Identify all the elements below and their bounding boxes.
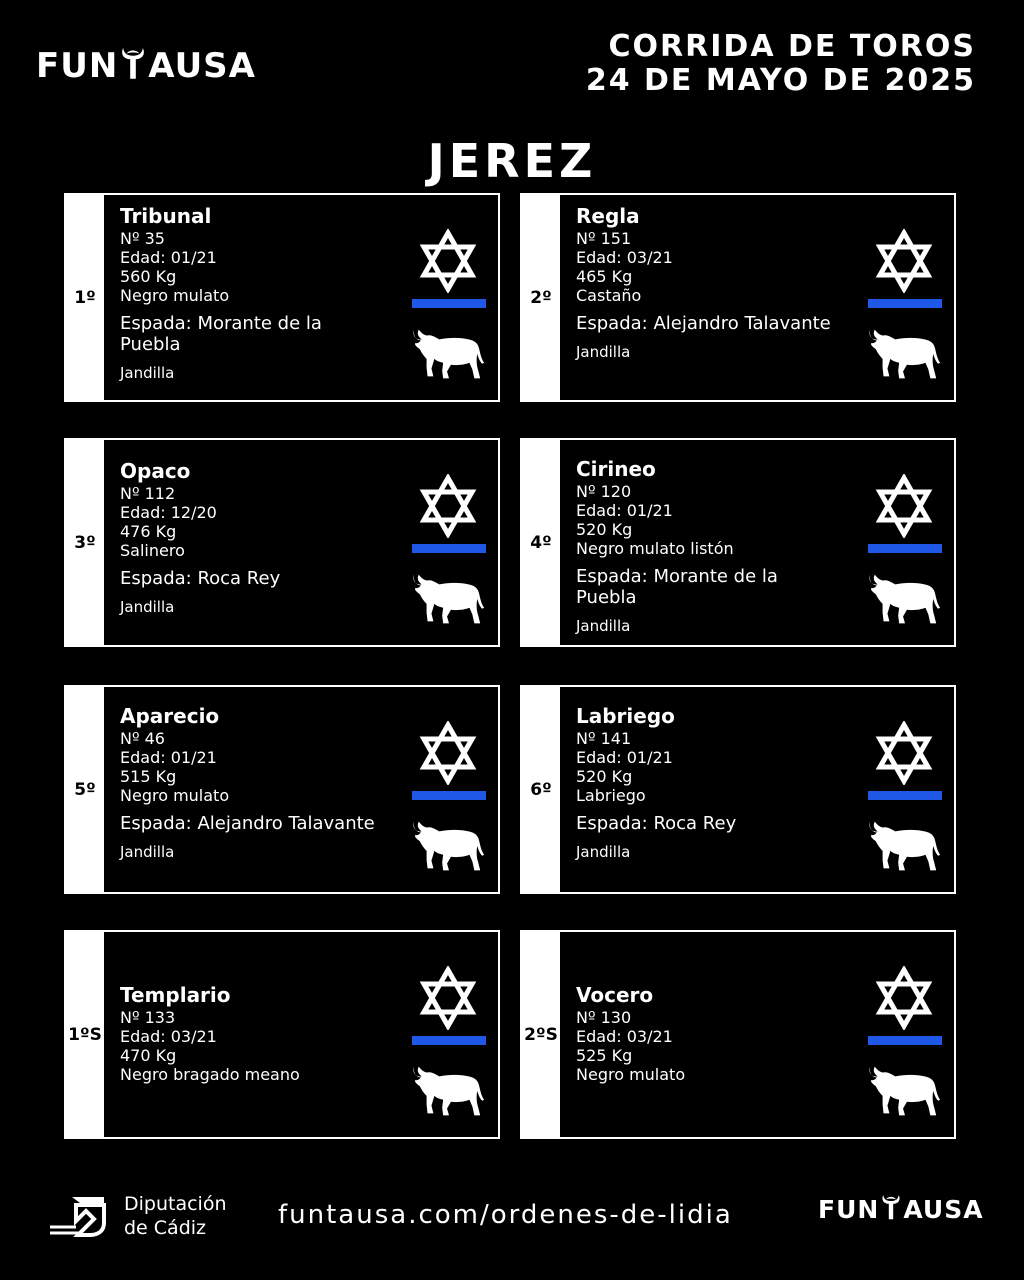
- blue-stripe: [868, 1036, 942, 1045]
- ranch: Jandilla: [120, 364, 175, 382]
- star-of-david-icon: [872, 721, 936, 785]
- diputacion-line2: de Cádiz: [124, 1217, 207, 1239]
- bull-name: Opaco: [120, 459, 191, 483]
- bull-coat: Negro mulato: [576, 1065, 686, 1084]
- bull-weight: 476 Kg: [120, 522, 177, 541]
- star-of-david-icon: [416, 229, 480, 293]
- footer-logo-text-left: FUN: [818, 1195, 880, 1224]
- funtausa-logo: [36, 36, 256, 86]
- bull-card: [520, 930, 956, 1139]
- star-of-david-icon: [416, 474, 480, 538]
- star-of-david-icon: [416, 966, 480, 1030]
- matador: Espada: Morante de la Puebla: [120, 313, 322, 355]
- bull-icon: [866, 323, 944, 385]
- bull-name: Labriego: [576, 704, 675, 728]
- card-order: 1º: [66, 195, 104, 400]
- bull-weight: 520 Kg: [576, 520, 633, 539]
- bull-icon: [410, 568, 488, 630]
- website-url[interactable]: funtausa.com/ordenes-de-lidia: [278, 1200, 733, 1230]
- bull-card: [520, 438, 956, 647]
- bull-coat: Castaño: [576, 286, 642, 305]
- bull-number: Nº 151: [576, 229, 632, 248]
- blue-stripe: [412, 544, 486, 553]
- card-order: 1ºS: [66, 932, 104, 1137]
- bull-name: Aparecio: [120, 704, 220, 728]
- diputacion-emblem-icon: [48, 1193, 114, 1239]
- star-of-david-icon: [416, 721, 480, 785]
- bull-weight: 560 Kg: [120, 267, 177, 286]
- bull-coat: Negro bragado meano: [120, 1065, 300, 1084]
- bull-coat: Negro mulato: [120, 786, 230, 805]
- ranch: Jandilla: [576, 343, 631, 361]
- logo-text-left: FUN: [36, 46, 119, 86]
- logo-text-right: AUSA: [148, 46, 256, 86]
- blue-stripe: [412, 299, 486, 308]
- bull-coat: Negro mulato listón: [576, 539, 734, 558]
- bull-name: Regla: [576, 204, 640, 228]
- bull-name: Cirineo: [576, 457, 656, 481]
- city-title: JEREZ: [427, 134, 597, 188]
- bull-age: Edad: 01/21: [576, 748, 673, 767]
- bull-weight: 470 Kg: [120, 1046, 177, 1065]
- blue-stripe: [868, 299, 942, 308]
- bull-number: Nº 112: [120, 484, 176, 503]
- bull-number: Nº 141: [576, 729, 632, 748]
- bull-card: [520, 193, 956, 402]
- bull-weight: 525 Kg: [576, 1046, 633, 1065]
- card-order: 2ºS: [522, 932, 560, 1137]
- matador: Espada: Morante de la Puebla: [576, 566, 778, 608]
- ranch: Jandilla: [576, 617, 631, 635]
- card-order: 3º: [66, 440, 104, 645]
- event-title: [586, 30, 976, 98]
- bull-icon: [866, 568, 944, 630]
- bull-icon: [410, 815, 488, 877]
- bull-number: Nº 130: [576, 1008, 632, 1027]
- funtausa-logo-footer: [818, 1186, 984, 1224]
- bull-age: Edad: 12/20: [120, 503, 217, 522]
- event-title-line1: CORRIDA DE TOROS: [608, 29, 976, 64]
- bull-card: [64, 685, 500, 894]
- matador: Espada: Roca Rey: [120, 568, 281, 589]
- star-of-david-icon: [872, 966, 936, 1030]
- bull-age: Edad: 03/21: [120, 1027, 217, 1046]
- bull-age: Edad: 03/21: [576, 248, 673, 267]
- bull-age: Edad: 01/21: [120, 748, 217, 767]
- bull-name: Tribunal: [120, 204, 212, 228]
- bull-coat: Negro mulato: [120, 286, 230, 305]
- bull-head-icon: [119, 36, 147, 88]
- bull-age: Edad: 01/21: [120, 248, 217, 267]
- bull-icon: [866, 815, 944, 877]
- bull-card: [64, 193, 500, 402]
- bull-number: Nº 46: [120, 729, 165, 748]
- bull-icon: [410, 1060, 488, 1122]
- bull-number: Nº 120: [576, 482, 632, 501]
- card-order: 5º: [66, 687, 104, 892]
- matador: Espada: Roca Rey: [576, 813, 737, 834]
- card-order: 6º: [522, 687, 560, 892]
- star-of-david-icon: [872, 474, 936, 538]
- matador: Espada: Alejandro Talavante: [120, 813, 375, 834]
- star-of-david-icon: [872, 229, 936, 293]
- bull-name: Vocero: [576, 983, 654, 1007]
- footer-logo-text-right: AUSA: [903, 1195, 984, 1224]
- blue-stripe: [868, 791, 942, 800]
- diputacion-logo: [48, 1192, 227, 1240]
- blue-stripe: [868, 544, 942, 553]
- bull-head-icon: [880, 1186, 902, 1226]
- bull-card: [64, 438, 500, 647]
- bull-name: Templario: [120, 983, 231, 1007]
- bull-coat: Labriego: [576, 786, 646, 805]
- bull-weight: 465 Kg: [576, 267, 633, 286]
- bull-icon: [410, 323, 488, 385]
- matador: Espada: Alejandro Talavante: [576, 313, 831, 334]
- blue-stripe: [412, 1036, 486, 1045]
- bull-coat: Salinero: [120, 541, 185, 560]
- ranch: Jandilla: [120, 598, 175, 616]
- bull-icon: [866, 1060, 944, 1122]
- card-order: 4º: [522, 440, 560, 645]
- event-date: 24 DE MAYO DE 2025: [585, 63, 976, 98]
- bull-card: [520, 685, 956, 894]
- bull-age: Edad: 03/21: [576, 1027, 673, 1046]
- diputacion-line1: Diputación: [124, 1193, 227, 1215]
- bull-weight: 520 Kg: [576, 767, 633, 786]
- bull-card: [64, 930, 500, 1139]
- blue-stripe: [412, 791, 486, 800]
- ranch: Jandilla: [576, 843, 631, 861]
- bull-number: Nº 35: [120, 229, 165, 248]
- card-order: 2º: [522, 195, 560, 400]
- bull-weight: 515 Kg: [120, 767, 177, 786]
- ranch: Jandilla: [120, 843, 175, 861]
- bull-number: Nº 133: [120, 1008, 176, 1027]
- bull-age: Edad: 01/21: [576, 501, 673, 520]
